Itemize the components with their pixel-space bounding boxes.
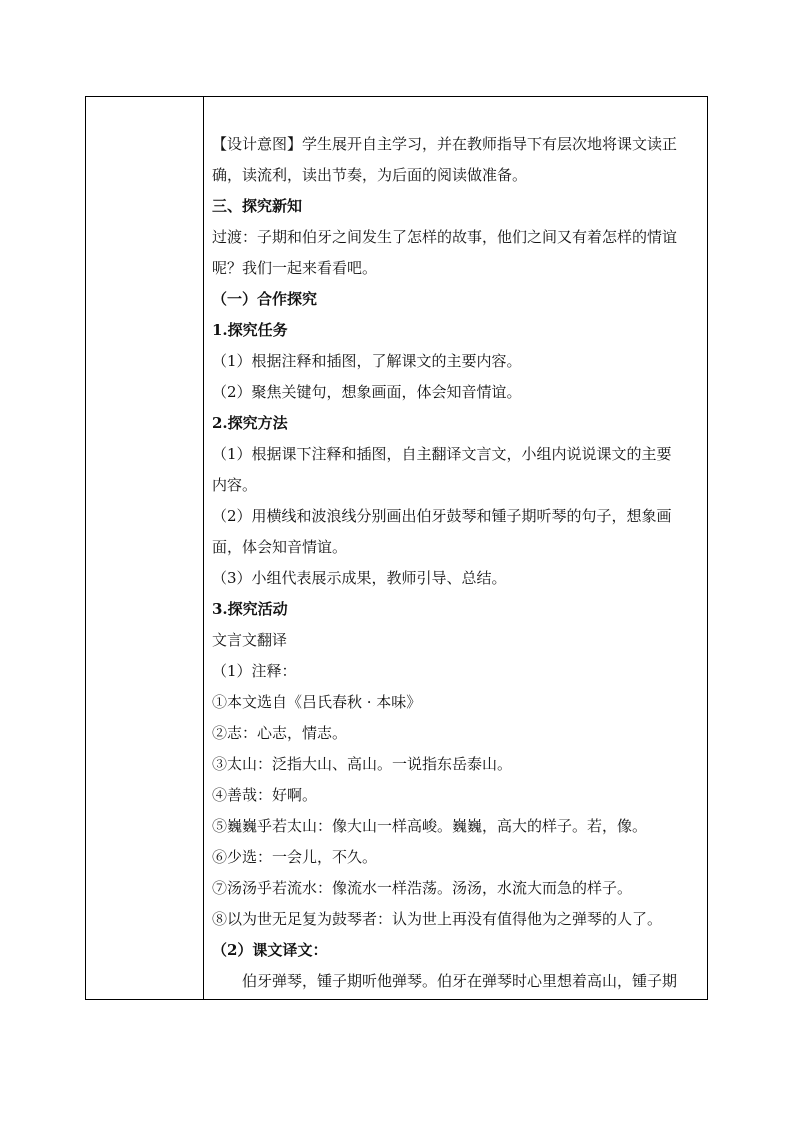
- heading-inquiry-tasks: 1.探究任务: [212, 321, 288, 339]
- heading-inquiry-activities: 3.探究活动: [212, 600, 288, 618]
- transition-line-1: 过渡：子期和伯牙之间发生了怎样的故事，他们之间又有着怎样的情谊: [212, 228, 678, 246]
- method-item-2-line-1: （2）用横线和波浪线分别画出伯牙鼓琴和锺子期听琴的句子，想象画: [212, 507, 672, 525]
- lesson-table: [85, 96, 708, 1000]
- design-intent-line-2: 确，读流利，读出节奏，为后面的阅读做准备。: [212, 166, 528, 184]
- method-item-1-line-1: （1）根据课下注释和插图，自主翻译文言文，小组内说说课文的主要: [212, 445, 672, 463]
- transition-line-2: 呢？我们一起来看看吧。: [212, 259, 378, 277]
- method-item-3: （3）小组代表展示成果，教师引导、总结。: [212, 569, 507, 587]
- task-item-2: （2）聚焦关键句，想象画面，体会知音情谊。: [212, 383, 522, 401]
- section-heading-explore: 三、探究新知: [212, 197, 303, 215]
- classical-translation-label: 文言文翻译: [212, 631, 288, 649]
- annotation-2: ②志：心志，情志。: [212, 724, 348, 742]
- task-item-1: （1）根据注释和插图，了解课文的主要内容。: [212, 352, 522, 370]
- annotation-8: ⑧以为世无足复为鼓琴者：认为世上再没有值得他为之弹琴的人了。: [212, 910, 663, 928]
- translation-paragraph-line-1: 伯牙弹琴，锺子期听他弹琴。伯牙在弹琴时心里想着高山，锺子期: [242, 972, 678, 990]
- subheading-cooperative-inquiry: （一）合作探究: [212, 290, 318, 308]
- method-item-2-line-2: 面，体会知音情谊。: [212, 538, 348, 556]
- annotation-4: ④善哉：好啊。: [212, 786, 318, 804]
- left-column-cell: [86, 97, 204, 999]
- heading-inquiry-methods: 2.探究方法: [212, 414, 288, 432]
- annotation-7: ⑦汤汤乎若流水：像流水一样浩荡。汤汤，水流大而急的样子。: [212, 879, 633, 897]
- annotations-label: （1）注释：: [212, 662, 297, 680]
- design-intent-line-1: 【设计意图】学生展开自主学习，并在教师指导下有层次地将课文读正: [212, 135, 678, 153]
- lesson-content: [212, 129, 706, 997]
- annotation-1: ①本文选自《吕氏春秋 · 本味》: [212, 693, 422, 711]
- annotation-6: ⑥少选：一会儿，不久。: [212, 848, 378, 866]
- right-column-cell: [204, 97, 707, 999]
- annotation-5: ⑤巍巍乎若太山：像大山一样高峻。巍巍，高大的样子。若，像。: [212, 817, 648, 835]
- annotation-3: ③太山：泛指大山、高山。一说指东岳泰山。: [212, 755, 513, 773]
- method-item-1-line-2: 内容。: [212, 476, 258, 494]
- translation-heading: （2）课文译文：: [212, 941, 328, 959]
